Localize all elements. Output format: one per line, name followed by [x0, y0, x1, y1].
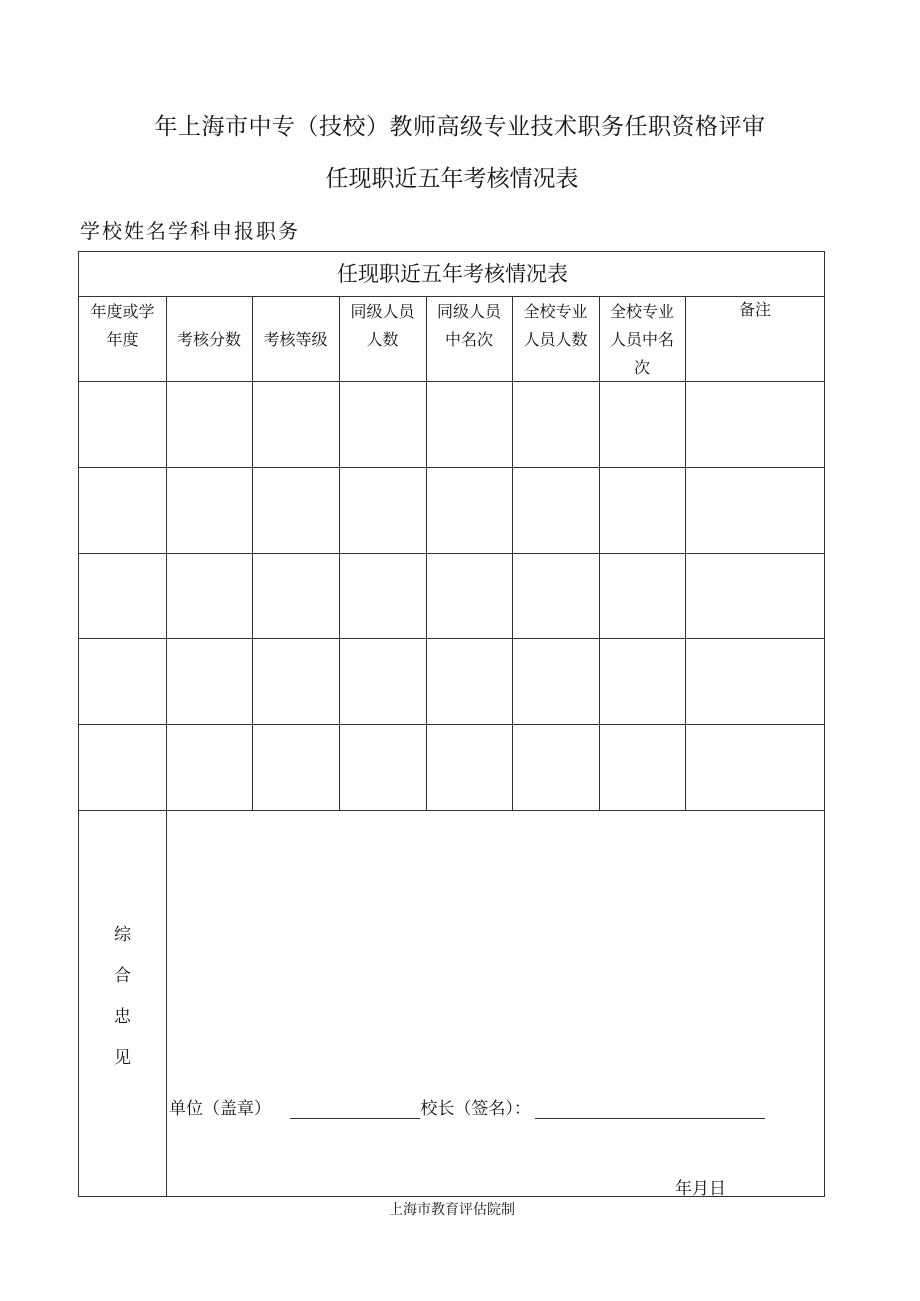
table-title: 任现职近五年考核情况表	[337, 262, 568, 286]
table-grid-line	[79, 381, 824, 382]
table-grid-line	[426, 296, 427, 810]
header-peer-rank: 同级人员 中名次	[436, 302, 501, 349]
table-grid-line	[79, 638, 824, 639]
meta-name: 姓名	[124, 219, 168, 243]
footer-note: 上海市教育评估院制	[389, 1202, 515, 1218]
table-grid-line	[512, 296, 513, 810]
unit-seal-label: 单位（盖章）	[169, 1099, 271, 1119]
document-subtitle: 任现职近五年考核情况表	[325, 166, 579, 192]
header-peer-count: 同级人员 人数	[350, 302, 415, 349]
meta-position: 申报职务	[212, 219, 300, 243]
table-grid-line	[685, 296, 686, 810]
table-grid-line	[79, 810, 824, 811]
document-title: 年上海市中专（技校）教师高级专业技术职务任职资格评审	[154, 114, 766, 140]
header-grade: 考核等级	[263, 330, 328, 349]
header-school-count: 全校专业 人员人数	[523, 302, 588, 349]
table-grid-line	[166, 296, 167, 1196]
unit-seal-blank[interactable]	[290, 1100, 420, 1119]
header-remarks: 备注	[738, 300, 771, 319]
meta-school: 学校	[80, 219, 124, 243]
meta-fields	[80, 215, 300, 244]
table-grid-line	[79, 467, 824, 468]
table-grid-line	[339, 296, 340, 810]
table-grid-line	[79, 553, 824, 554]
meta-subject: 学科	[168, 219, 212, 243]
header-school-rank: 全校专业 人员中名 次	[609, 302, 674, 377]
header-year: 年度或学 年度	[90, 302, 155, 349]
summary-label: 综 合 忠 见	[114, 925, 131, 1068]
table-grid-line	[79, 724, 824, 725]
principal-sign-blank[interactable]	[535, 1100, 765, 1119]
table-grid-line	[252, 296, 253, 810]
assessment-table	[78, 251, 825, 1197]
date-label: 年月日	[675, 1179, 726, 1199]
signature-row	[169, 1094, 765, 1119]
principal-sign-label: 校长（签名）：	[420, 1099, 531, 1119]
header-score: 考核分数	[176, 330, 241, 349]
